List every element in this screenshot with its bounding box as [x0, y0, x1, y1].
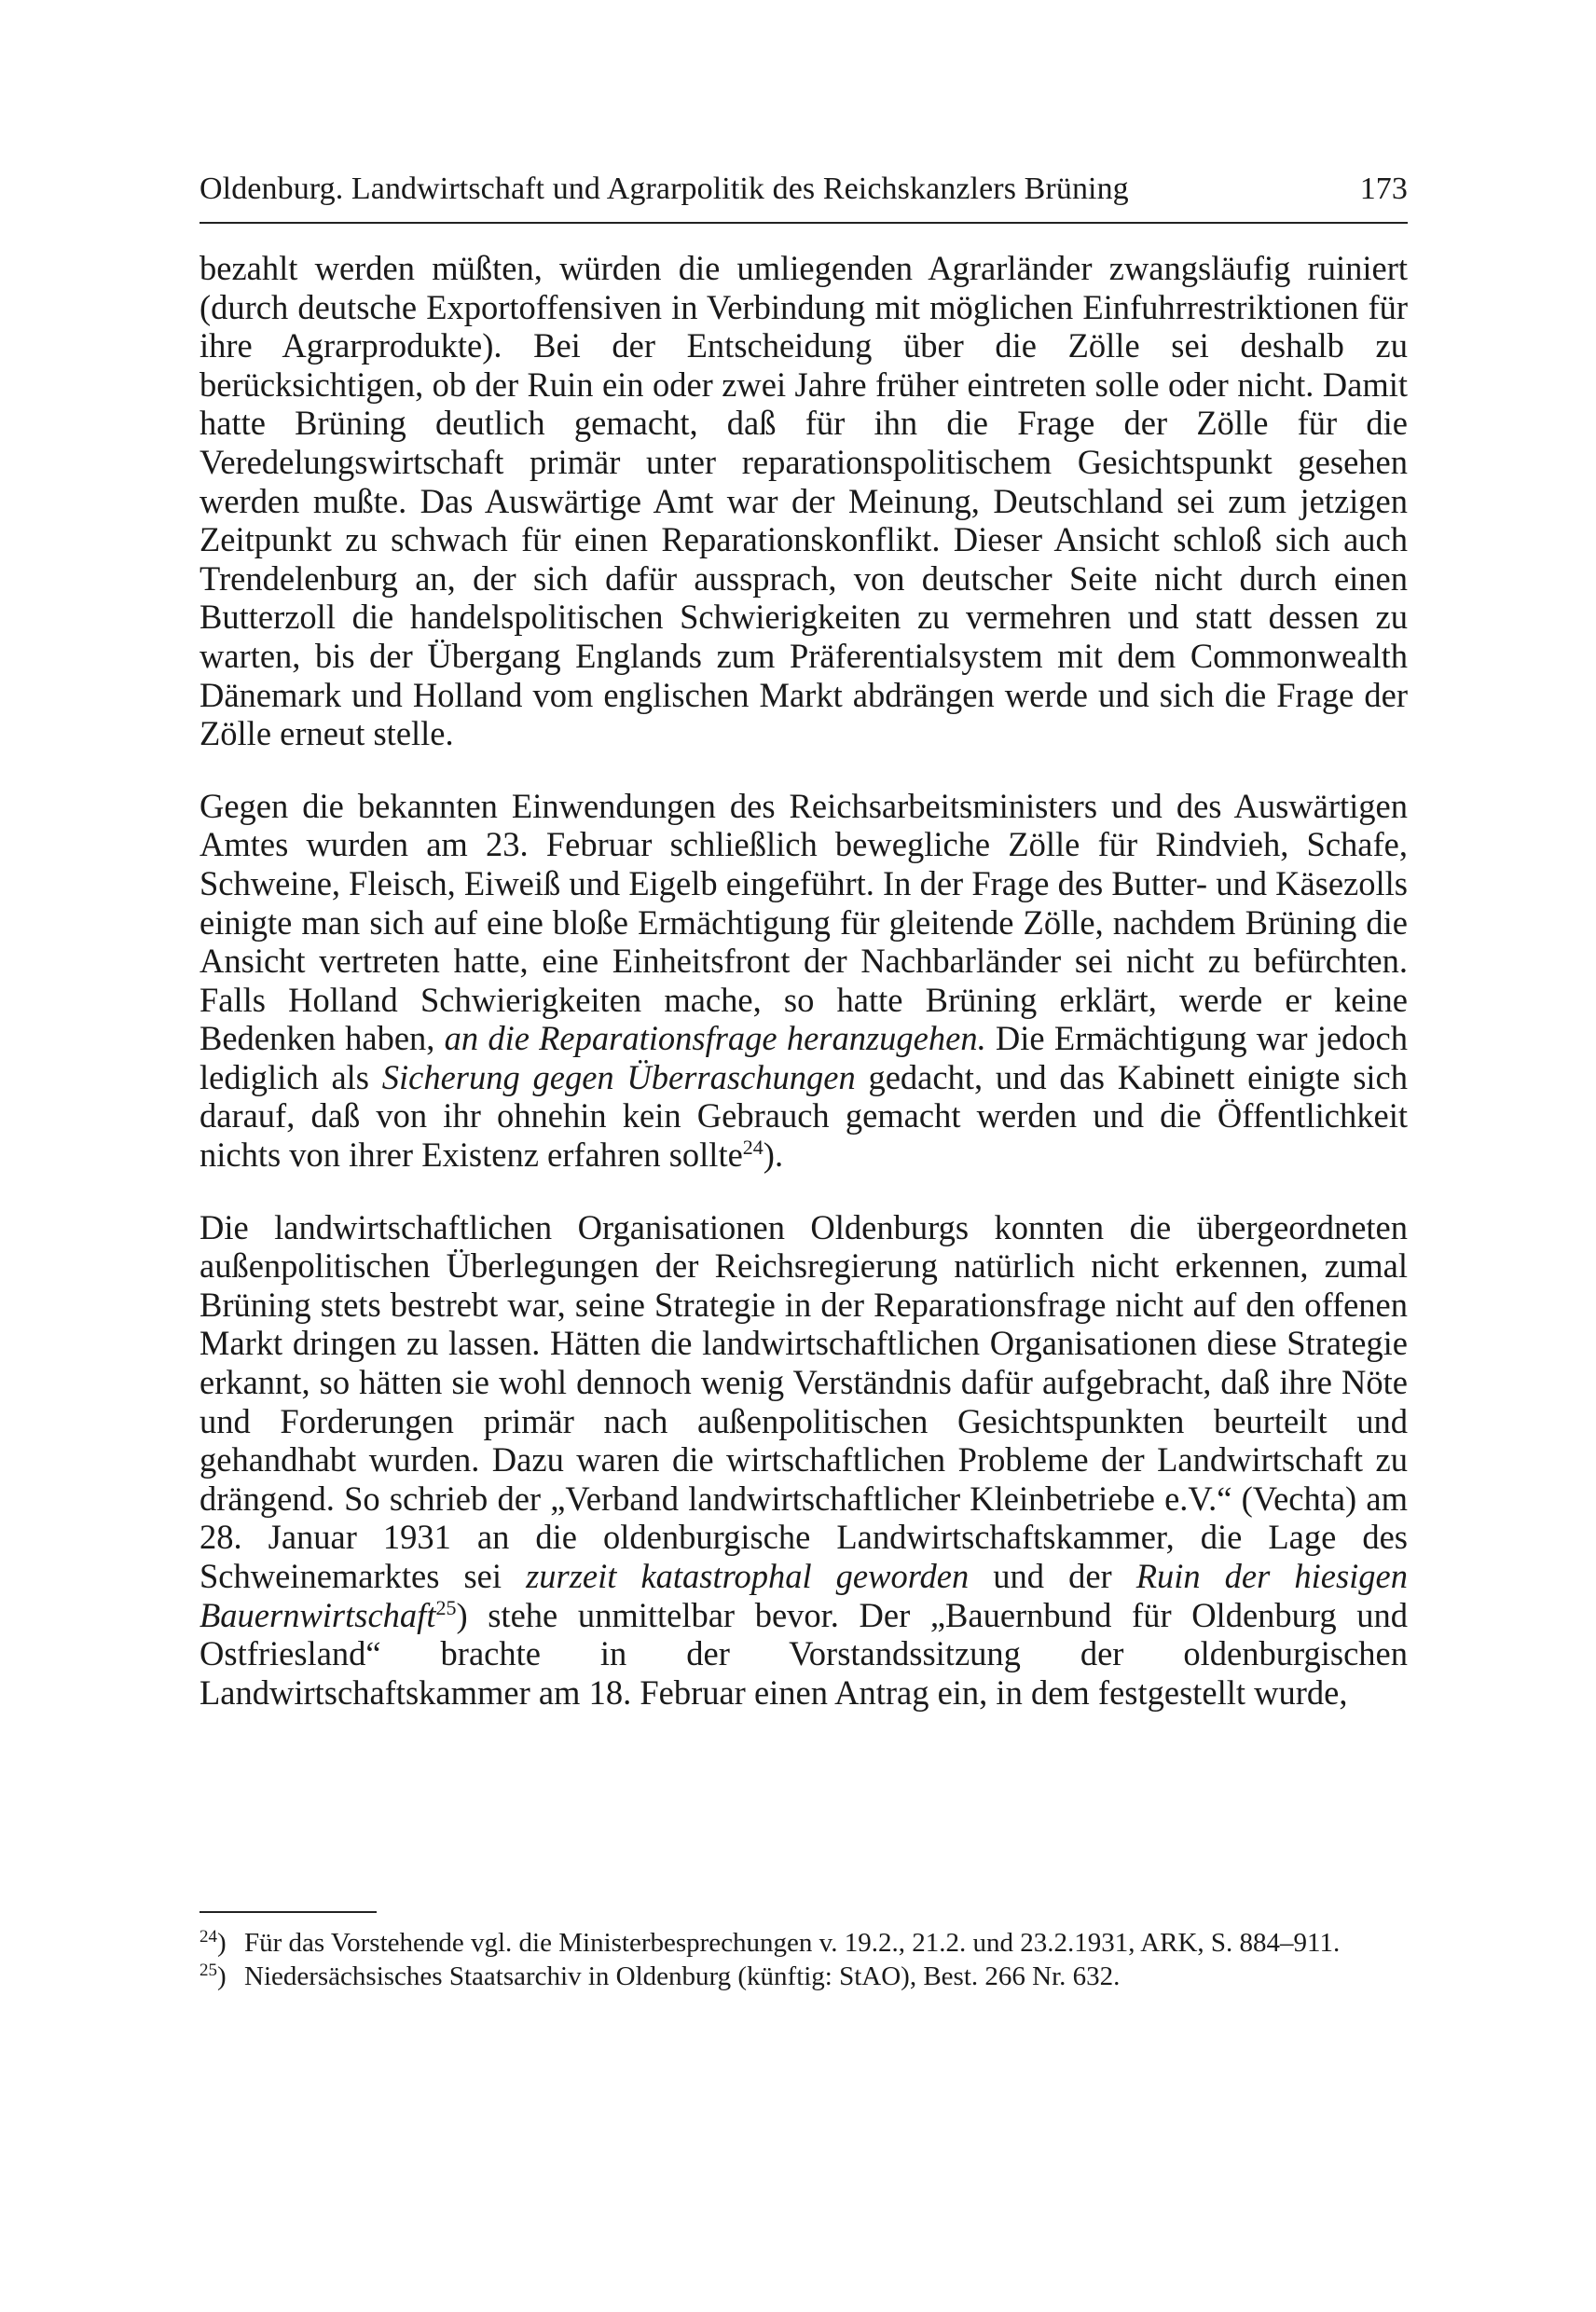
footnote-paren: ) — [217, 1928, 227, 1958]
paragraph-text: Die Ermächtigung war jedoch lediglich als — [200, 1019, 1409, 1096]
footnote-marker — [200, 1926, 244, 1960]
paragraph-text: ) stehe unmittelbar bevor. Der „Bauernbund für Oldenburg und Ostfriesland“ brachte in der Vorstandssitzung der oldenburgischen Landwirtschaftskammer am 18. Februar einen Antrag ein, in dem festgestellt wurde, — [200, 1595, 1408, 1712]
footnote — [200, 1960, 1408, 1993]
running-head-title: Oldenburg. Landwirtschaft und Agrarpolitik des Reichskanzlers Brüning — [200, 172, 1129, 206]
footnote-rule — [200, 1911, 377, 1913]
footnote — [200, 1926, 1408, 1960]
page-number: 173 — [1359, 172, 1408, 206]
paragraph-text: Gegen die bekannten Einwendungen des Reichsarbeitsministers und des Auswärtigen Amtes wurden am 23. Februar schließlich bewegliche Zölle für Rindvieh, Schafe, Schweine, Fleisch, Eiweiß und Eigelb eingeführt. In der Frage des Butter- und Käsezolls einigte man sich auf eine bloße Ermächtigung für gleitende Zölle, nachdem Brüning die Ansicht vertreten hatte, eine Einheitsfront der Nachbarländer sei nicht zu befürchten. Falls Holland Schwierigkeiten mache, so hatte Brüning erklärt, werde er keine Bedenken haben, — [200, 786, 1408, 1058]
emphasis-text: Ruin der hiesigen Bauernwirtschaft — [200, 1557, 1408, 1634]
footnote-reference: 25 — [435, 1595, 457, 1619]
paragraph-text: ). — [763, 1135, 784, 1175]
emphasis-text: an die Reparationsfrage heranzugehen. — [444, 1019, 986, 1058]
body-paragraph — [200, 249, 1408, 753]
footnote-number: 25 — [200, 1961, 217, 1980]
paragraph-text: gedacht, und das Kabinett einigte sich darauf, daß von ihr ohnehin kein Gebrauch gemacht werden und die Öffentlichkeit nichts von ihrer Existenz erfahren sollte — [200, 1057, 1408, 1175]
paragraph-text: Die landwirtschaftlichen Organisationen Oldenburgs konnten die übergeordneten außenpolitischen Überlegungen der Reichsregierung natürlich nicht erkennen, zumal Brüning stets bestrebt war, seine Strategie in der Reparationsfrage nicht auf den offenen Markt dringen zu lassen. Hätten die landwirtschaftlichen Organisationen diese Strategie erkannt, so hätten sie wohl dennoch wenig Verständnis dafür aufgebracht, daß ihre Nöte und Forderungen primär nach außenpolitischen Gesichtspunkten beurteilt und gehandhabt wurden. Dazu waren die wirtschaftlichen Probleme der Landwirtschaft zu drängend. So schrieb der „Verband landwirtschaftlicher Kleinbetriebe e.V.“ (Vechta) am 28. Januar 1931 an die oldenburgische Landwirtschaftskammer, die Lage des Schweinemarktes sei — [200, 1207, 1408, 1595]
running-head — [200, 166, 1408, 213]
footnote-text: Niedersächsisches Staatsarchiv in Oldenburg (künftig: StAO), Best. 266 Nr. 632. — [244, 1961, 1121, 1991]
footnote-reference: 24 — [742, 1135, 764, 1160]
body-text — [200, 249, 1408, 1712]
body-paragraph — [200, 787, 1408, 1175]
paragraph-text: bezahlt werden müßten, würden die umliegenden Agrarländer zwangsläufig ruiniert (durch deutsche Exportoffensiven in Verbindung mit möglichen Einfuhrrestriktionen für ihre Agrarprodukte). Bei der Entscheidung über die Zölle sei deshalb zu berücksichtigen, ob der Ruin ein oder zwei Jahre früher eintreten solle oder nicht. Damit hatte Brüning deutlich gemacht, daß für ihn die Frage der Zölle für die Veredelungswirtschaft primär unter reparationspolitischem Gesichtspunkt gesehen werden mußte. Das Auswärtige Amt war der Meinung, Deutschland sei zum jetzigen Zeitpunkt zu schwach für einen Reparationskonflikt. Dieser Ansicht schloß sich auch Trendelenburg an, der sich dafür aussprach, von deutscher Seite nicht durch einen Butterzoll die handelspolitischen Schwierigkeiten zu vermehren und statt dessen zu warten, bis der Übergang Englands zum Präferentialsystem mit dem Commonwealth Dänemark und Holland vom englischen Markt abdrängen werde und sich die Frage der Zölle erneut stelle. — [200, 249, 1408, 753]
footnotes — [200, 1926, 1408, 1993]
emphasis-text: Sicherung gegen Überraschungen — [381, 1057, 856, 1096]
footnote-text: Für das Vorstehende vgl. die Ministerbesprechungen v. 19.2., 21.2. und 23.2.1931, ARK, S. 884–911. — [244, 1928, 1341, 1958]
emphasis-text: zurzeit katastrophal geworden — [526, 1557, 970, 1595]
paragraph-text: und der — [969, 1557, 1136, 1595]
header-rule — [200, 222, 1408, 224]
footnote-number: 24 — [200, 1927, 217, 1947]
footnote-marker — [200, 1960, 244, 1993]
footnote-paren: ) — [217, 1961, 227, 1991]
body-paragraph — [200, 1208, 1408, 1713]
